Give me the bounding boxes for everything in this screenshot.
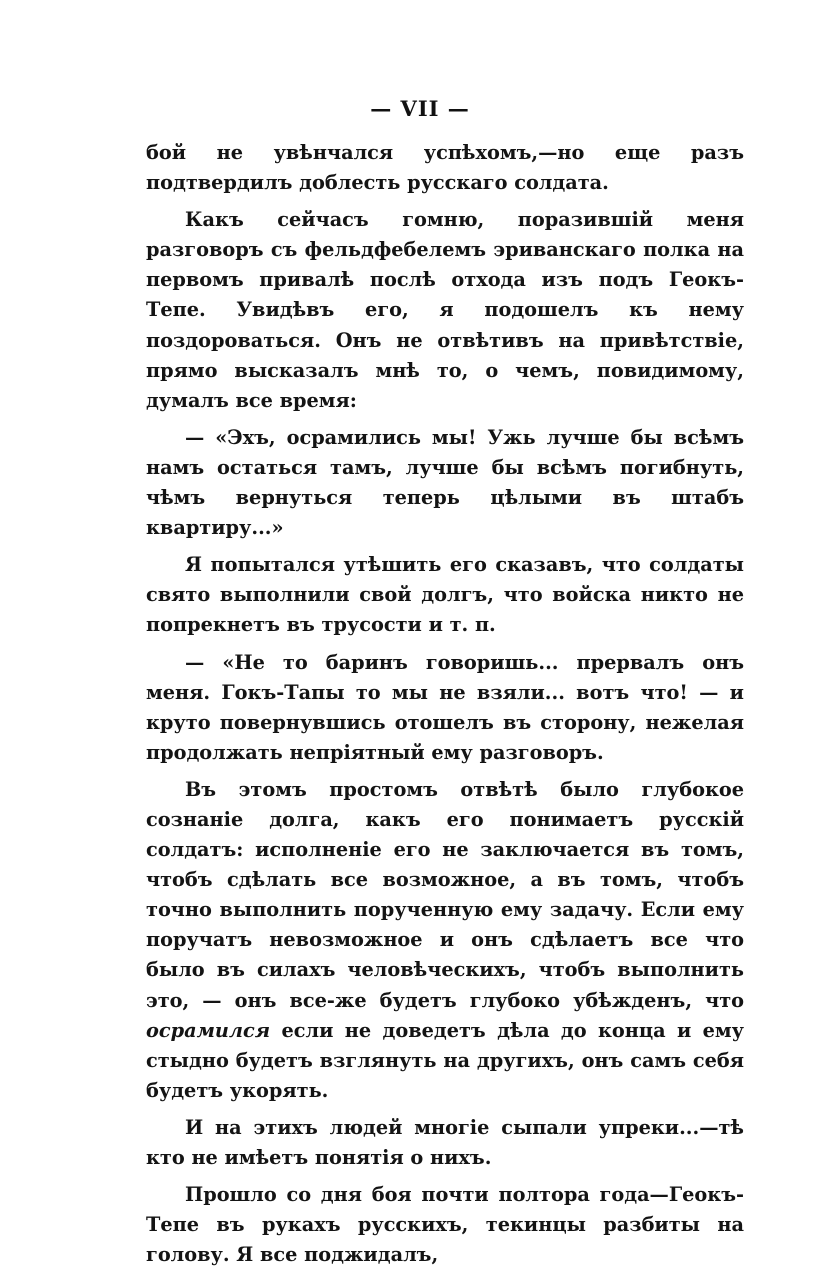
text-segment: Въ этомъ простомъ отвѣтѣ было глубокое сознаніе долга, какъ его понимаетъ русскій солдатъ: исполненіе его не заключается въ томъ, чтобъ сдѣлать все возможное, а въ томъ, чтобъ точно выполнить порученную ему задачу. Если ему поручатъ невозможное и онъ сдѣлаетъ все что было въ силахъ человѣческихъ, чтобъ выполнить это, — онъ все-же будетъ глубоко убѣжденъ, что: [146, 777, 744, 1012]
text-segment: если не доведетъ дѣла до конца и ему стыдно будетъ взглянуть на другихъ, онъ самъ себя будетъ укорять.: [146, 1018, 744, 1102]
paragraph: Прошло со дня боя почти полтора года—Геокъ-Тепе въ рукахъ русскихъ, текинцы разбиты на голову. Я все поджидалъ,: [146, 1183, 744, 1267]
paragraph-continuation: бой не увѣнчался успѣхомъ,—но еще разъ подтвердилъ доблесть русскаго солдата.: [146, 141, 744, 195]
paragraph-quote: — «Эхъ, осрамились мы! Ужь лучше бы всѣмъ намъ остаться тамъ, лучше бы всѣмъ погибнуть, чѣмъ вернуться теперь цѣлыми въ штабъ квартиру...»: [146, 425, 744, 540]
paragraph: И на этихъ людей многіе сыпали упреки...—тѣ кто не имѣетъ понятія о нихъ.: [146, 1115, 744, 1169]
italic-word: осрамился: [146, 1018, 271, 1042]
paragraph: Какъ сейчасъ гомню, поразившій меня разговоръ съ фельдфебелемъ эриванскаго полка на первомъ привалѣ послѣ отхода изъ подъ Геокъ-Тепе. Увидѣвъ его, я подошелъ къ нему поздороваться. Онъ не отвѣтивъ на привѣтствіе, прямо высказалъ мнѣ то, о чемъ, повидимому, думалъ все время:: [146, 208, 744, 412]
paragraph-quote: — «Не то баринъ говоришь... прервалъ онъ меня. Гокъ-Тапы то мы не взяли... вотъ что! — и круто повернувшись отошелъ въ сторону, нежелая продолжать непріятный ему разговоръ.: [146, 650, 744, 764]
page-number-header: — VII —: [370, 96, 470, 121]
paragraph: Я попытался утѣшить его сказавъ, что солдаты свято выполнили свой долгъ, что войска никто не попрекнетъ въ трусости и т. п.: [146, 553, 744, 637]
paragraph-with-italic: [146, 775, 744, 1106]
body-text: [146, 138, 744, 1270]
